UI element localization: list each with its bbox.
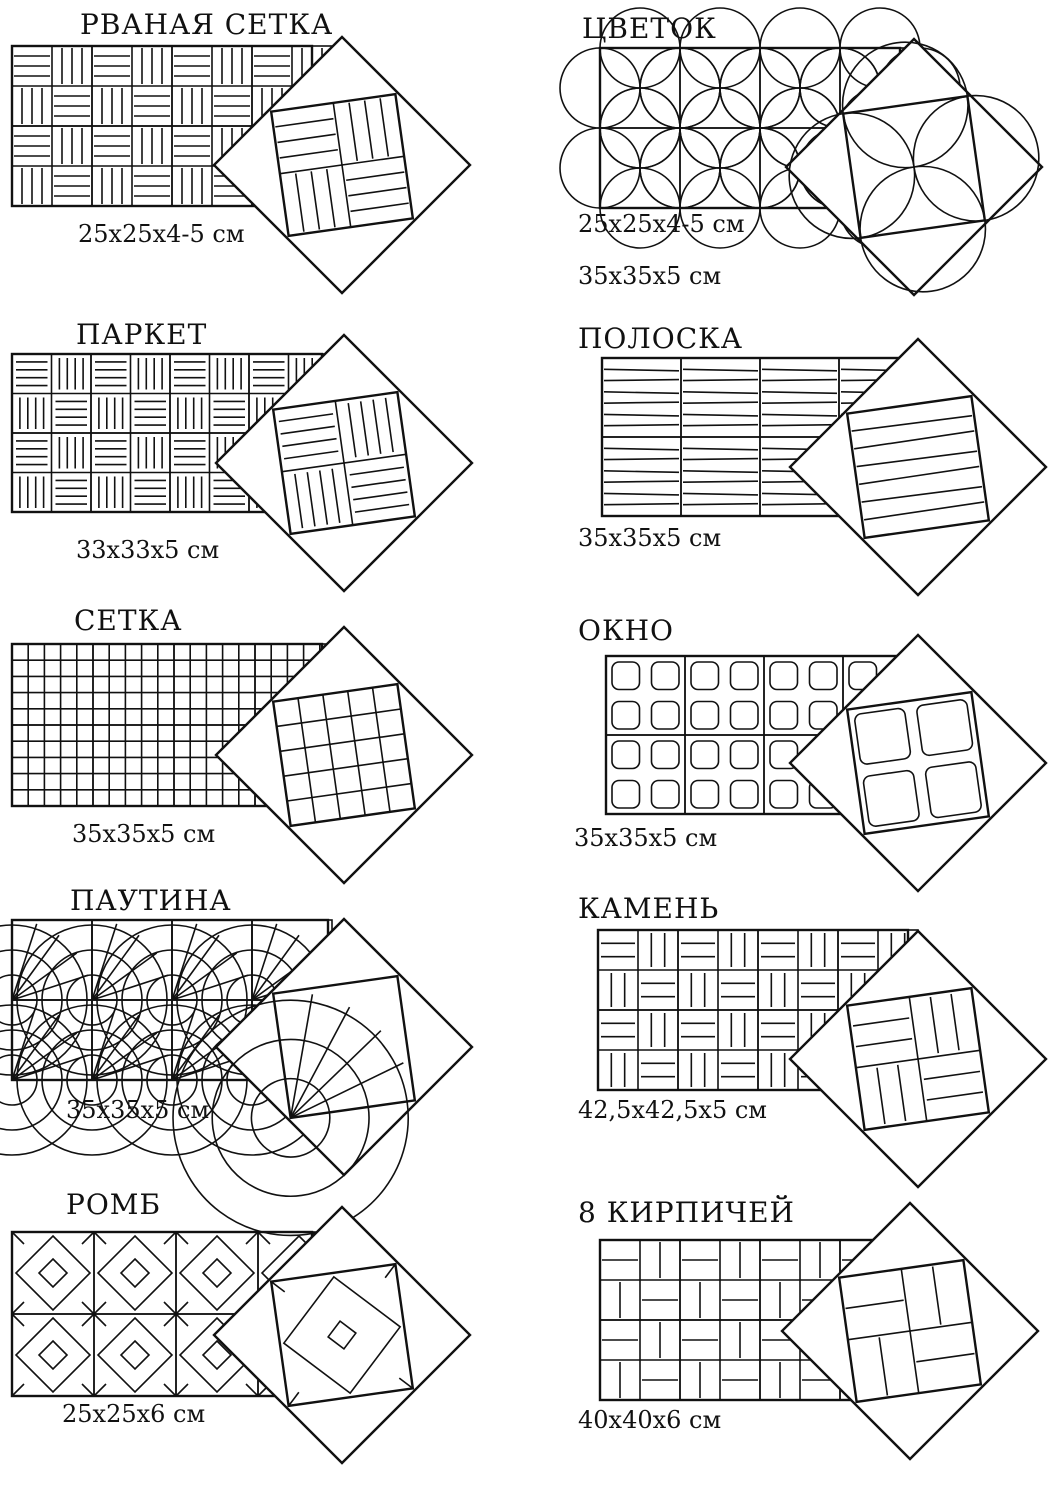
tile-size: 35x35x5 см	[66, 1096, 210, 1124]
tile-title: ПОЛОСКА	[578, 322, 743, 355]
tile-diamond-web	[214, 912, 474, 1182]
tile-title: РВАНАЯ СЕТКА	[80, 8, 334, 41]
tile-size-alt: 35x35x5 см	[578, 262, 722, 290]
tile-card-tsvetok	[578, 12, 1052, 308]
tile-card-parket	[12, 318, 532, 614]
tile-title: 8 КИРПИЧЕЙ	[578, 1196, 795, 1229]
tile-title: ОКНО	[578, 614, 674, 647]
tile-title: ПАРКЕТ	[76, 318, 208, 351]
tile-size: 40x40x6 см	[578, 1406, 722, 1434]
tile-title: РОМБ	[66, 1188, 162, 1221]
tile-size: 35x35x5 см	[72, 820, 216, 848]
tile-size: 35x35x5 см	[578, 524, 722, 552]
tile-title: ПАУТИНА	[70, 884, 232, 917]
tile-diamond-parquet	[214, 328, 474, 598]
tile-diamond-window	[788, 628, 1048, 898]
tile-diamond-torn-grid	[212, 30, 472, 300]
tile-size: 35x35x5 см	[574, 824, 718, 852]
tile-diamond-flower	[784, 32, 1044, 302]
tile-diamond-grid	[214, 620, 474, 890]
tile-card-romb	[12, 1188, 532, 1484]
tile-diamond-stripe	[788, 332, 1048, 602]
tile-title: ЦВЕТОК	[582, 12, 717, 45]
tile-diamond-stone	[788, 924, 1048, 1194]
tile-size: 33x33x5 см	[76, 536, 220, 564]
tile-card-poloska	[578, 322, 1052, 618]
tile-card-setka	[12, 604, 532, 900]
tile-title: СЕТКА	[74, 604, 183, 637]
tile-size: 25x25x6 см	[62, 1400, 206, 1428]
tile-card-okno	[574, 614, 1052, 910]
tile-size: 42,5x42,5x5 см	[578, 1096, 767, 1124]
tile-title: КАМЕНЬ	[578, 892, 720, 925]
tile-card-rvanaya	[12, 8, 532, 304]
tile-card-kirpichi	[578, 1196, 1052, 1492]
tile-size: 25x25x4-5 см	[578, 210, 745, 238]
tile-size: 25x25x4-5 см	[78, 220, 245, 248]
tile-card-pautina	[12, 884, 532, 1180]
tile-diamond-rhombus	[212, 1200, 472, 1470]
tile-card-kamen	[578, 892, 1052, 1188]
tile-diamond-eight-bricks	[780, 1196, 1040, 1466]
